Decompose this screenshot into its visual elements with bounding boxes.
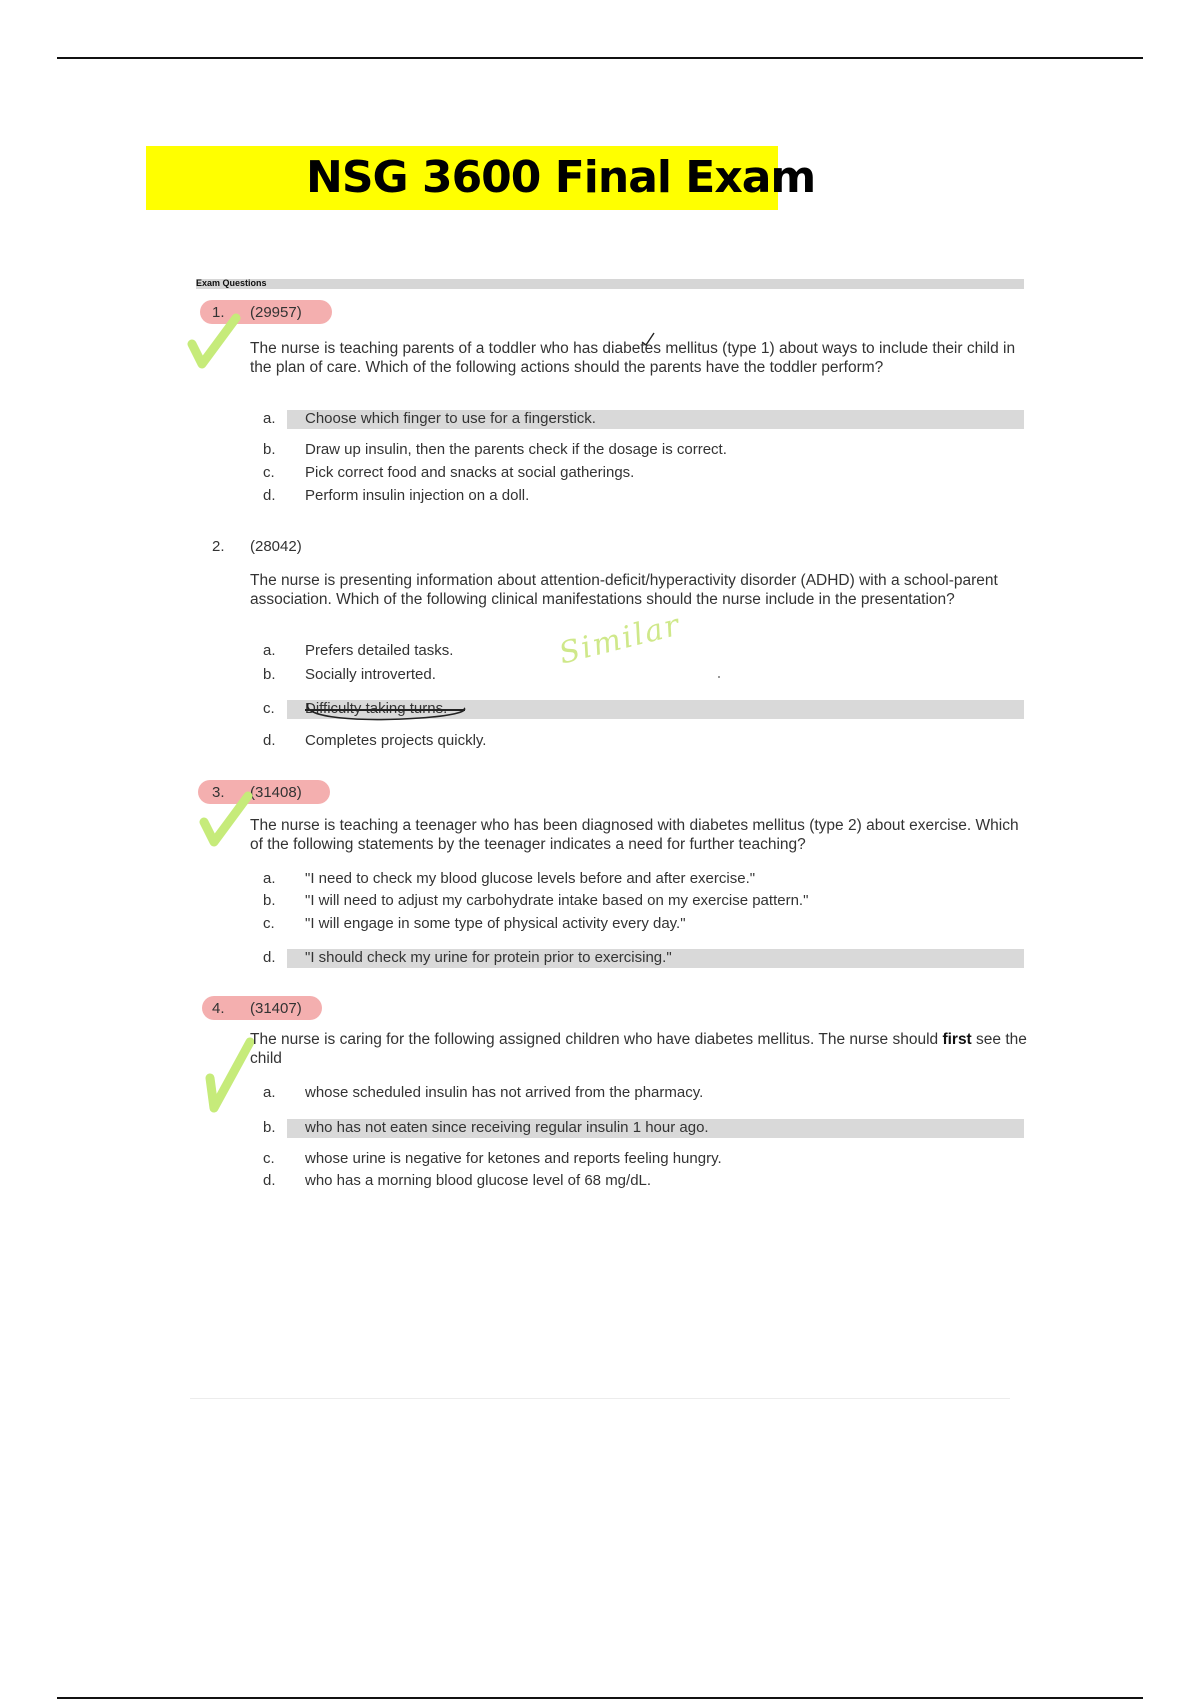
question-1-option-c[interactable]: Pick correct food and snacks at social gatherings. <box>305 464 635 481</box>
question-4-option-b-letter: b. <box>263 1119 276 1136</box>
question-1-option-b[interactable]: Draw up insulin, then the parents check if the dosage is correct. <box>305 441 727 458</box>
question-1-stem: The nurse is teaching parents of a toddler who has diabetes mellitus (type 1) about ways to include their child in the plan of care. Which of the following actions should the parents have the toddler perform? <box>250 340 1016 376</box>
question-4-id: (31407) <box>250 1000 302 1017</box>
title-highlight-band <box>146 146 816 210</box>
question-4-option-c-letter: c. <box>263 1150 275 1167</box>
question-4-stem-part: The nurse is caring for the following assigned children who have diabetes mellitus. The nurse should <box>250 1031 943 1048</box>
question-1-option-c-letter: c. <box>263 464 275 481</box>
question-3-option-b[interactable]: "I will need to adjust my carbohydrate intake based on my exercise pattern." <box>305 892 809 909</box>
check-mark-icon <box>186 312 242 370</box>
question-4-number: 4. <box>212 1000 225 1017</box>
question-4-stem <box>250 1031 1030 1068</box>
question-2-stem: The nurse is presenting information about attention-deficit/hyperactivity disorder (ADHD) with a school-parent association. Which of the following clinical manifestations should the nurse include in the presentation? <box>250 572 998 608</box>
question-3-option-d[interactable]: "I should check my urine for protein prior to exercising." <box>305 949 672 966</box>
page-title: NSG 3600 Final Exam <box>306 152 816 203</box>
section-header-bar <box>196 279 1024 289</box>
question-3-option-d-letter: d. <box>263 949 276 966</box>
question-3-option-a[interactable]: "I need to check my blood glucose levels before and after exercise." <box>305 870 756 887</box>
question-1-option-d-letter: d. <box>263 487 276 504</box>
question-4-option-a-letter: a. <box>263 1084 276 1101</box>
question-1-option-a[interactable]: Choose which finger to use for a fingerstick. <box>305 410 596 427</box>
question-4-stem-emphasis: first <box>942 1031 972 1048</box>
question-2-option-d-letter: d. <box>263 732 276 749</box>
question-3-number: 3. <box>212 784 225 801</box>
question-1-option-b-letter: b. <box>263 441 276 458</box>
handwritten-note: Similar <box>555 607 685 672</box>
question-1-option-d[interactable]: Perform insulin injection on a doll. <box>305 487 530 504</box>
question-2-option-d[interactable]: Completes projects quickly. <box>305 732 487 749</box>
check-mark-icon <box>200 1034 256 1114</box>
section-header-label: Exam Questions <box>196 278 267 288</box>
question-3-option-a-letter: a. <box>263 870 276 887</box>
question-2-option-c-letter: c. <box>263 700 275 717</box>
question-4-option-d[interactable]: who has a morning blood glucose level of 68 mg/dL. <box>305 1172 652 1189</box>
top-rule <box>57 57 1143 59</box>
question-2-option-a[interactable]: Prefers detailed tasks. <box>305 642 454 659</box>
question-3-stem: The nurse is teaching a teenager who has been diagnosed with diabetes mellitus (type 2) about exercise. Which of the following statements by the teenager indicates a need for further teaching? <box>250 817 1019 853</box>
question-1-option-a-letter: a. <box>263 410 276 427</box>
pen-circle-mark <box>300 700 470 724</box>
question-4-option-d-letter: d. <box>263 1172 276 1189</box>
question-3-id: (31408) <box>250 784 302 801</box>
question-2-id: (28042) <box>250 538 302 555</box>
question-2-option-a-letter: a. <box>263 642 276 659</box>
question-1-number: 1. <box>212 304 225 321</box>
stray-mark <box>718 676 720 678</box>
pen-tick-mark <box>640 332 656 346</box>
question-2-option-b-letter: b. <box>263 666 276 683</box>
question-3-option-b-letter: b. <box>263 892 276 909</box>
faint-divider <box>190 1398 1010 1399</box>
question-2-number: 2. <box>212 538 225 555</box>
check-mark-icon <box>198 790 254 848</box>
question-4-option-b[interactable]: who has not eaten since receiving regular insulin 1 hour ago. <box>305 1119 709 1136</box>
bottom-rule <box>57 1697 1143 1699</box>
question-1-id: (29957) <box>250 304 302 321</box>
question-4-option-a[interactable]: whose scheduled insulin has not arrived from the pharmacy. <box>305 1084 704 1101</box>
question-3-option-c-letter: c. <box>263 915 275 932</box>
question-4-stem-part: see the child <box>250 1031 1027 1067</box>
question-4-option-c[interactable]: whose urine is negative for ketones and reports feeling hungry. <box>305 1150 722 1167</box>
question-3-option-c[interactable]: "I will engage in some type of physical activity every day." <box>305 915 686 932</box>
question-2-option-b[interactable]: Socially introverted. <box>305 666 436 683</box>
